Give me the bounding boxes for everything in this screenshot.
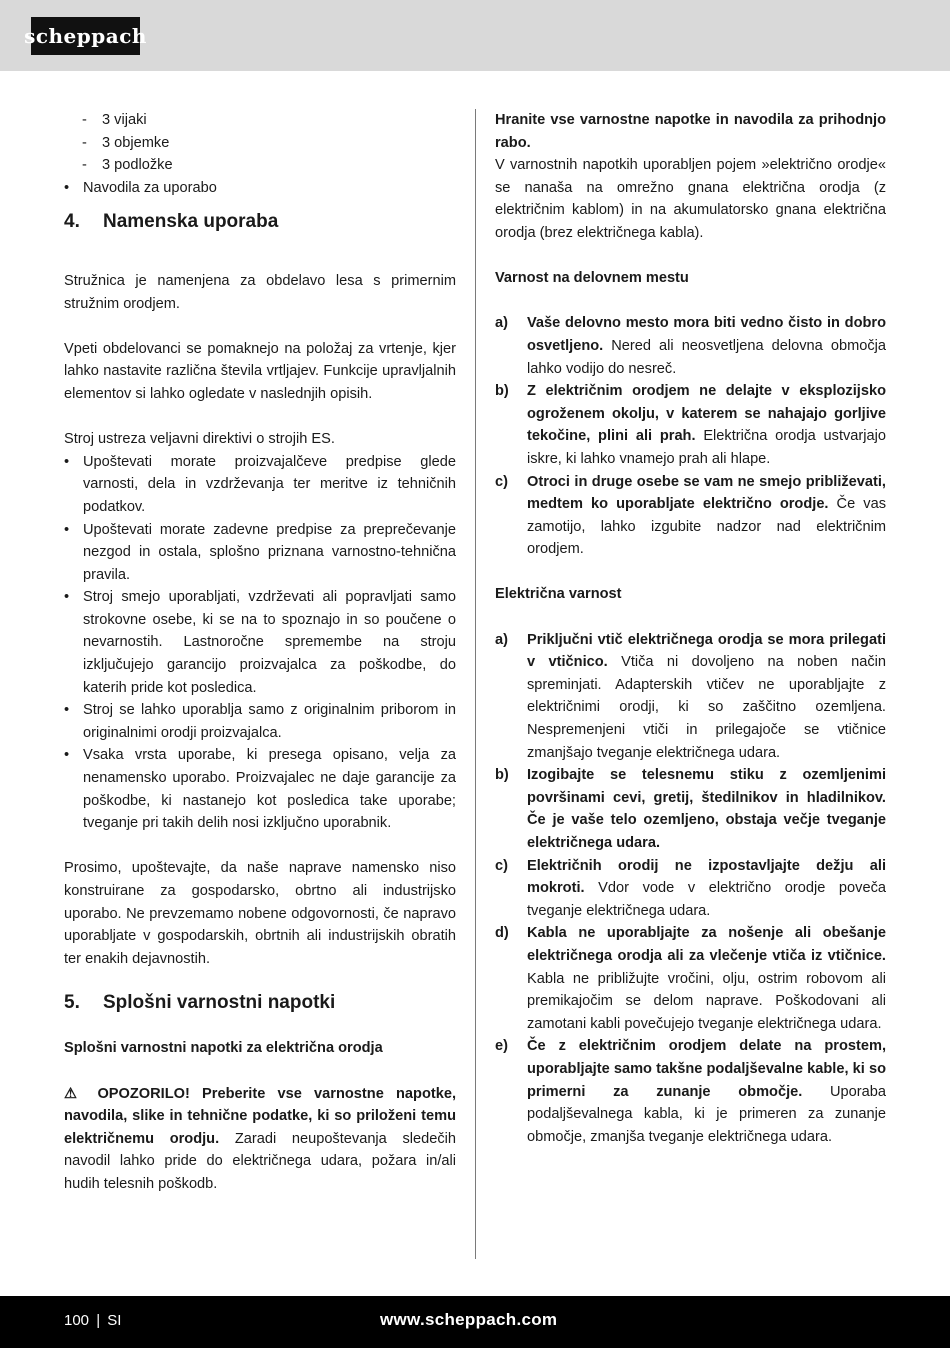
list-item: • Upoštevati morate zadevne predpise za preprečevanje nezgod in ostala, splošno priznana varnostno-tehnična pravila. [64,519,456,587]
list-item [495,1035,886,1148]
footer-band [0,1296,950,1348]
paragraph: Prosimo, upoštevajte, da naše naprave namensko niso konstruirane za gospodarsko, obrtno ali industrijsko uporabo. Ne prevzemamo nobene odgovornosti, če napravo uporabljate v gospodarskih, obrtnih ali industrijskih obratih ter enakih dejavnostih. [64,860,456,967]
manual-bullet-list [64,177,456,200]
work-safety-list [495,312,886,561]
list-item [495,922,886,1035]
language-code: SI [107,1312,122,1329]
section-title: Namenska uporaba [103,211,279,233]
list-item: • Upoštevati morate proizvajalčeve predpise glede varnosti, dela in vzdrževanja ter meritve iz tehničnih podatkov. [64,451,456,519]
list-item [495,312,886,380]
item-label: b) [495,383,509,400]
item-text: Uporaba podaljševalnega kabla, ki je primeren za zunanje območje, zmanjša tveganje električnega udara. [527,1083,886,1145]
item-label: b) [495,767,509,784]
electrical-safety-list [495,629,886,1149]
item-label: d) [495,925,509,942]
item-bold: Z električnim orodjem ne delajte v eksplozijsko ogroženem okolju, v katerem se nahajajo gorljive tekočine, plini ali prah. [527,383,886,445]
work-safety-heading: Varnost na delovnem mestu [495,270,689,287]
paragraph: Stružnica je namenjena za obdelavo lesa s primernim stružnim orodjem. [64,272,456,312]
item-bold: Otroci in druge osebe se vam ne smejo približevati, medtem ko uporabljate električno orodje. [527,473,886,513]
list-item: • Vsaka vrsta uporabe, ki presega opisano, velja za nenamensko uporabo. Proizvajalec ne daje garancije za poškodbe, ki nastanejo kot posledica take uporabe; tveganje pri takih delih nosi izključno uporabnik. [64,744,456,834]
item-bold: Izogibajte se telesnemu stiku z ozemljenimi površinami cevi, gretij, štedilnikov in hladilnikov. Če je vaše telo ozemljeno, obstaja večje tveganje električnega udara. [527,767,886,851]
item-bold: Če z električnim orodjem delate na prostem, uporabljajte samo takšne podaljševalne kable, ki so primerni za zunanje območje. [527,1038,886,1100]
item-bold: Priključni vtič električnega orodja se mora prilegati v vtičnico. [527,631,886,671]
list-item: • Stroj se lahko uporablja samo z originalnim priborom in originalnimi orodji proizvajalca. [64,699,456,744]
item-label: a) [495,631,508,648]
right-column [495,109,886,1148]
package-contents-list [64,109,456,177]
list-item [495,855,886,923]
list-item: • Navodila za uporabo [64,177,456,200]
website-url: www.scheppach.com [380,1310,558,1329]
item-text: Nered ali neosvetljena delovna območja lahko vodijo do nesreč. [527,337,886,377]
page-separator: | [96,1312,101,1329]
section-number: 4. [64,211,80,233]
usage-bullet-list [64,451,456,835]
paragraph: V varnostnih napotkih uporabljen pojem »električno orodje« se nanaša na omrežno gnana električna orodja (z električnim kablom) in na akumulatorsko gnana električna orodja (brez električnega kabla). [495,157,886,241]
column-divider [475,109,476,1259]
paragraph: Vpeti obdelovanci se pomaknejo na položaj za vrtenje, kjer lahko nastavite različna števila vrtljajev. Funkcije upravljalnih elementov si lahko ogledate v naslednjih opisih. [64,340,456,402]
paragraph [495,109,886,154]
item-bold: Električnih orodij ne izpostavljajte dežju ali mokroti. [527,857,886,897]
list-item: - 3 podložke [64,154,456,177]
item-text: Če vas zamotijo, lahko izgubite nadzor nad električnim orodjem. [527,496,886,558]
warning-paragraph [64,1083,456,1196]
item-label: c) [495,857,508,874]
list-item [495,764,886,854]
list-item: • Stroj smejo uporabljati, vzdrževati ali popravljati samo strokovne osebe, ki se na to spoznajo in so poučene o nevarnostih. Lastnoročne spremembe na stroju izključujejo garancijo proizvajalca za poškodbe, do katerih pride kot posledica. [64,586,456,699]
warning-text: Zaradi neupoštevanja sledečih navodil lahko pride do električnega udara, požara in/ali hudih telesnih poškodb. [64,1130,456,1192]
header-band [0,0,950,71]
item-bold: Vaše delovno mesto mora biti vedno čisto in dobro osvetljeno. [527,315,886,354]
paragraph: Stroj ustreza veljavni direktivi o strojih ES. [64,431,335,448]
list-item [495,629,886,765]
item-text: Kabla ne približujte vročini, olju, ostrim robovom ali premikajočim se delom naprave. Poškodovani ali zamotani kabli povečujejo tveganje električnega udara. [527,970,886,1032]
section-4-heading [64,210,456,234]
item-label: c) [495,473,508,490]
item-label: e) [495,1038,508,1055]
section-title: Splošni varnostni napotki [103,992,336,1014]
item-label: a) [495,315,508,332]
left-column [64,109,456,1196]
item-text: Vtiča ni dovoljeno na noben način spreminjati. Adapterskih vtičev ne uporabljajte z električnimi orodji, ki so zaščitno ozemljena. Nespremenjeni vtiči in prilegajoče se vtičnice zmanjšajo tveganje električnega udara. [527,654,886,761]
warning-bold-text: OPOZORILO! Preberite vse varnostne napotke, navodila, slike in tehnične podatke, ki so priloženi temu električnemu orodju. [64,1085,457,1147]
item-text: Vdor vode v električno orodje poveča tveganje električnega udara. [527,880,886,919]
list-item: - 3 vijaki [64,109,456,132]
subsection-heading: Splošni varnostni napotki za električna orodja [64,1040,383,1057]
electrical-safety-heading: Električna varnost [495,586,622,603]
keep-instructions-bold: Hranite vse varnostne napotke in navodila za prihodnjo rabo. [495,112,886,151]
section-number: 5. [64,992,80,1014]
scheppach-logo: scheppach [31,17,140,55]
page-number-value: 100 [64,1312,90,1329]
list-item: - 3 objemke [64,132,456,155]
item-text: Električna orodja ustvarjajo iskre, ki lahko vnamejo prah ali hlape. [527,428,886,467]
list-item [495,471,886,561]
list-item [495,380,886,470]
section-5-heading [64,991,456,1015]
item-bold: Kabla ne uporabljajte za nošenje ali obešanje električnega orodja ali za vlečenje vtiča iz vtičnice. [527,925,886,964]
warning-icon: ⚠ [64,1085,86,1102]
page-number [64,1309,121,1333]
